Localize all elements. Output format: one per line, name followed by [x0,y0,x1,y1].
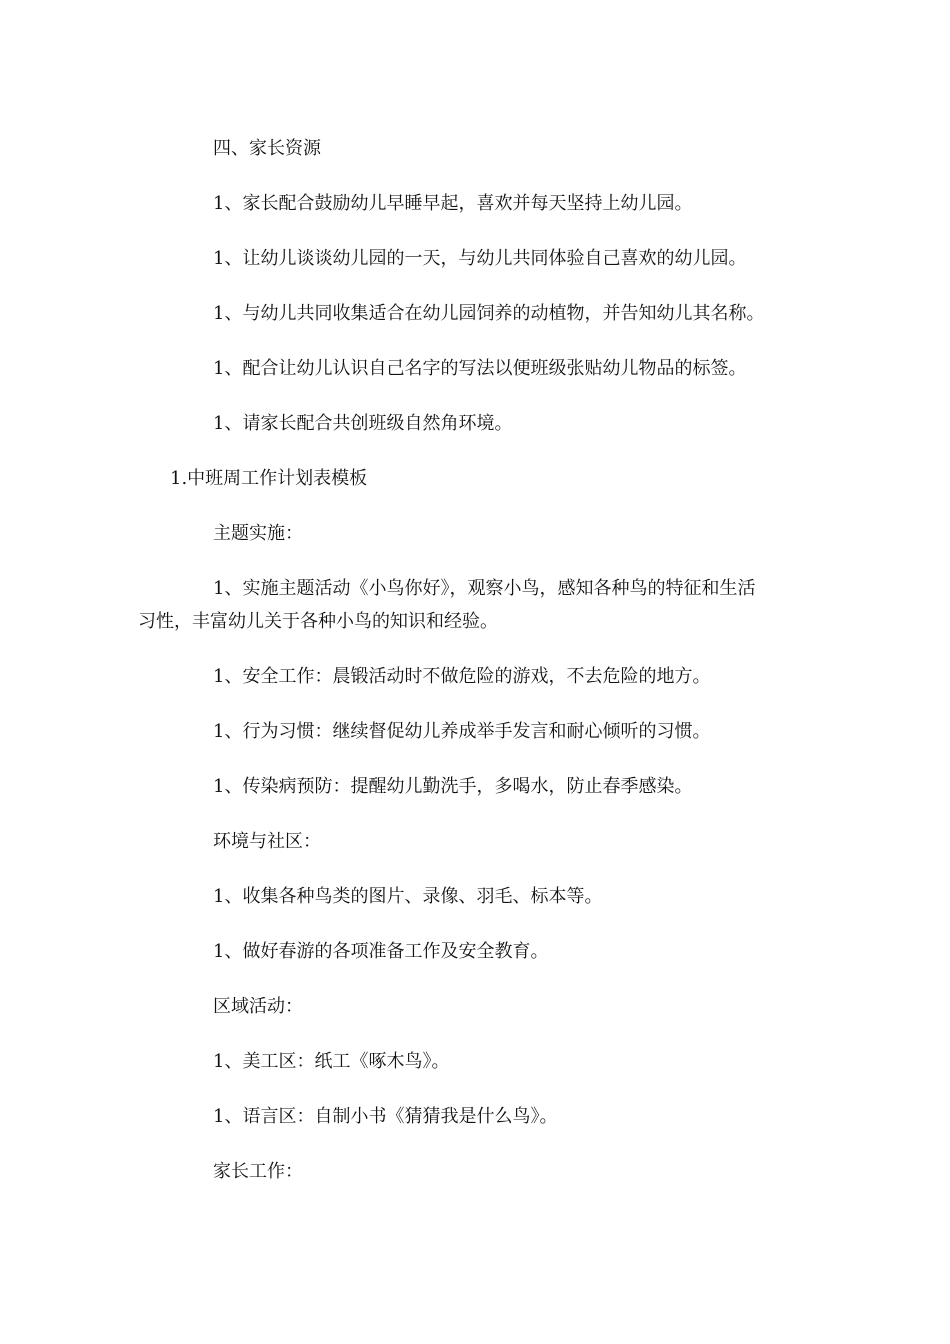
paragraph: 1、安全工作：晨锻活动时不做危险的游戏，不去危险的地方。 [213,666,711,687]
section-heading-environment: 环境与社区： [213,831,321,852]
section-title-weekly-plan: 1.中班周工作计划表模板 [170,468,368,489]
paragraph: 1、请家长配合共创班级自然角环境。 [213,413,513,434]
paragraph: 1、实施主题活动《小鸟你好》，观察小鸟，感知各种鸟的特征和生活 [213,578,756,599]
section-heading-parent-resources: 四、家长资源 [213,138,321,159]
paragraph: 1、行为习惯：继续督促幼儿养成举手发言和耐心倾听的习惯。 [213,721,711,742]
section-heading-area-activities: 区域活动： [213,996,303,1017]
paragraph: 1、配合让幼儿认识自己名字的写法以便班级张贴幼儿物品的标签。 [213,358,747,379]
paragraph-continuation: 习性，丰富幼儿关于各种小鸟的知识和经验。 [138,611,498,632]
section-heading-parent-work: 家长工作： [213,1161,303,1182]
paragraph: 1、收集各种鸟类的图片、录像、羽毛、标本等。 [213,886,603,907]
section-heading-theme: 主题实施： [213,523,303,544]
paragraph: 1、让幼儿谈谈幼儿园的一天，与幼儿共同体验自己喜欢的幼儿园。 [213,248,747,269]
paragraph: 1、家长配合鼓励幼儿早睡早起，喜欢并每天坚持上幼儿园。 [213,193,693,214]
paragraph: 1、语言区：自制小书《猜猜我是什么鸟》。 [213,1106,558,1127]
paragraph: 1、做好春游的各项准备工作及安全教育。 [213,941,549,962]
paragraph: 1、与幼儿共同收集适合在幼儿园饲养的动植物，并告知幼儿其名称。 [213,303,765,324]
paragraph: 1、传染病预防：提醒幼儿勤洗手，多喝水，防止春季感染。 [213,776,693,797]
paragraph: 1、美工区：纸工《啄木鸟》。 [213,1051,450,1072]
